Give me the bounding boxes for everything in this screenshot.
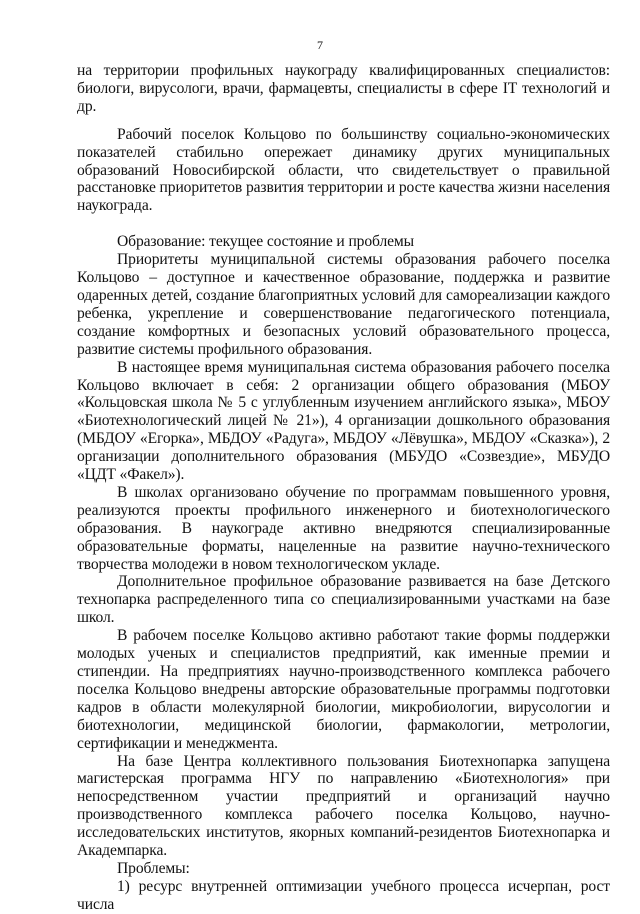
document-body — [77, 62, 610, 914]
paragraph-young-scientists: В рабочем поселке Кольцово активно работают такие формы поддержки молодых ученых и специалистов предприятий, как именные премии и стипендии. На предприятиях научно-производственного комплекса рабочего поселка Кольцово внедрены авторские образовательные программы подготовки кадров в области молекулярной биологии, микробиологии, вирусологии и биотехнологии, медицинской биологии, фармакологии, метрологии, сертификации и менеджмента. — [77, 627, 610, 752]
paragraph-technopark: Дополнительное профильное образование развивается на базе Детского технопарка распределенного типа со специализированными участками на базе школ. — [77, 573, 610, 627]
paragraph-socio-economic: Рабочий поселок Кольцово по большинству социально-экономических показателей стабильно опережает динамику других муниципальных образований Новосибирской области, что свидетельствует о правильной расстановке приоритетов развития территории и росте качества жизни населения наукограда. — [77, 125, 611, 215]
paragraph-institutions: В настоящее время муниципальная система образования рабочего поселка Кольцово включает в себя: 2 организации общего образования (МБОУ «Кольцовская школа № 5 с углубленным изучением английского языка», МБОУ «Биотехнологический лицей № 21»), 4 организации дошкольного образования (МБДОУ «Егорка», МБДОУ «Радуга», МБДОУ «Лёвушка», МБДОУ «Сказка»), 2 организации дополнительного образования (МБУДО «Созвездие», МБУДО «ЦДТ «Факел»). — [77, 358, 610, 484]
paragraph-priorities: Приоритеты муниципальной системы образования рабочего поселка Кольцово – доступное и качественное образование, поддержка и развитие одаренных детей, создание благоприятных условий для самореализации каждого ребенка, укрепление и совершенствование педагогического потенциала, создание комфортных и безопасных условий образовательного процесса, развитие системы профильного образования. — [77, 251, 610, 358]
section-heading-education: Образование: текущее состояние и проблемы — [117, 233, 415, 251]
paragraph-specialists: на территории профильных наукограду квалифицированных специалистов: биологи, вирусологи, врачи, фармацевты, специалисты в сфере IT технологий и др. — [77, 62, 610, 115]
page-number: 7 — [317, 38, 323, 52]
paragraph-masters-program: На базе Центра коллективного пользования Биотехнопарка запущена магистерская программа НГУ по направлению «Биотехнология» при непосредственном участии предприятий и организаций научно производственного комплекса рабочего поселка Кольцово, научно-исследовательских институтов, якорных компаний-резидентов Биотехнопарка и Академпарка. — [77, 752, 610, 860]
problem-item-1: 1) ресурс внутренней оптимизации учебного процесса исчерпан, рост числа — [77, 877, 610, 913]
problems-heading: Проблемы: — [117, 859, 190, 877]
paragraph-schools: В школах организовано обучение по программам повышенного уровня, реализуются проекты профильного инженерного и биотехнологического образования. В наукограде активно внедряются специализированные образовательные форматы, нацеленные на развитие научно-технического творчества молодежи в новом технологическом укладе. — [77, 483, 610, 573]
